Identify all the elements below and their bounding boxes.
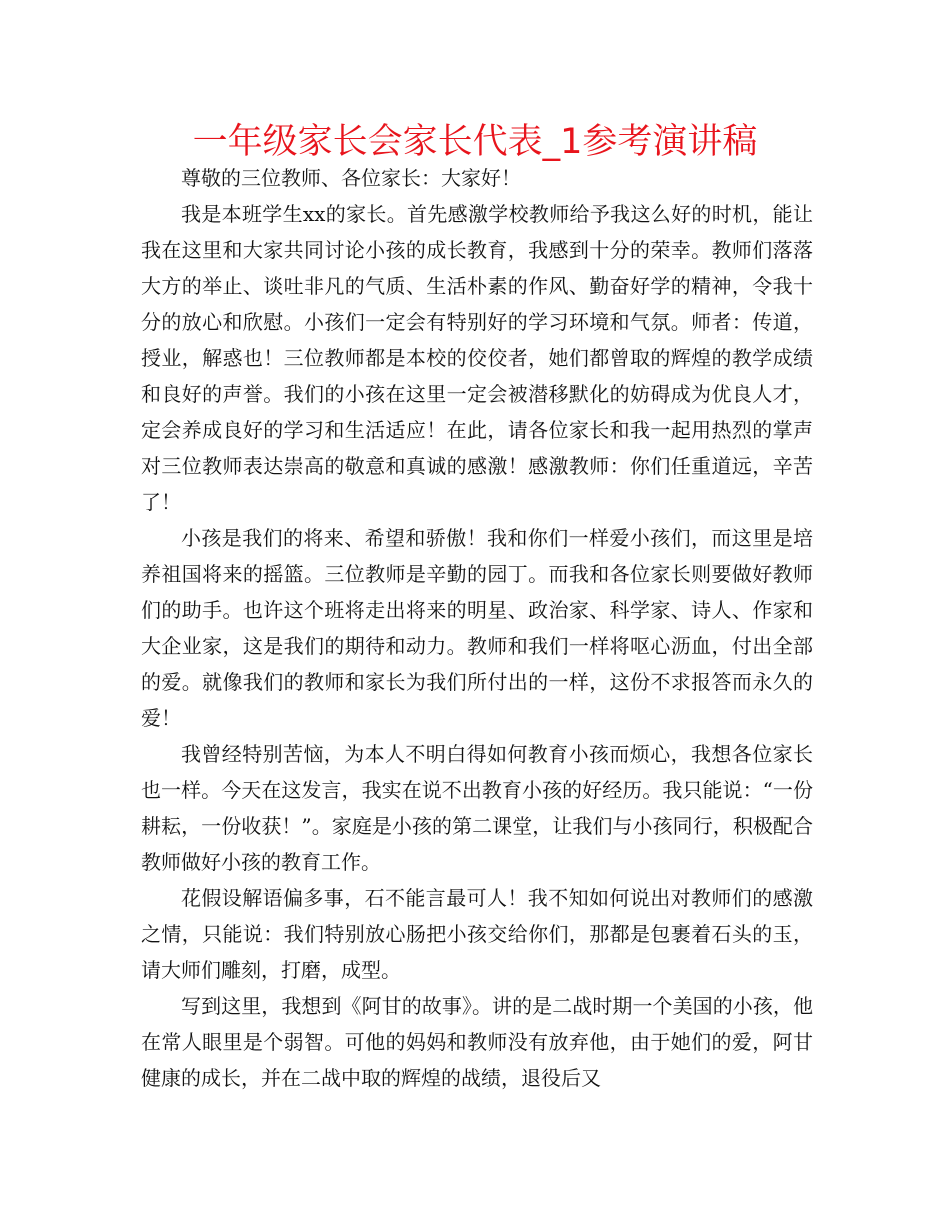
paragraph: 我曾经特别苦恼，为本人不明白得如何教育小孩而烦心，我想各位家长也一样。今天在这发言，我实在说不出教育小孩的好经历。我只能说：“一份耕耘，一份收获！”。家庭是小孩的第二课堂，让我们与小孩同行，积极配合教师做好小孩的教育工作。 bbox=[141, 742, 813, 874]
paragraph: 小孩是我们的将来、希望和骄傲！我和你们一样爱小孩们，而这里是培养祖国将来的摇篮。三位教师是辛勤的园丁。而我和各位家长则要做好教师们的助手。也许这个班将走出将来的明星、政治家、科学家、诗人、作家和大企业家，这是我们的期待和动力。教师和我们一样将呕心沥血，付出全部的爱。就像我们的教师和家长为我们所付出的一样，这份不求报答而永久的爱！ bbox=[141, 526, 813, 730]
paragraph: 我是本班学生xx的家长。首先感激学校教师给予我这么好的时机，能让我在这里和大家共同讨论小孩的成长教育，我感到十分的荣幸。教师们落落大方的举止、谈吐非凡的气质、生活朴素的作风、勤奋好学的精神，令我十分的放心和欣慰。小孩们一定会有特别好的学习环境和气氛。师者：传道，授业，解惑也！三位教师都是本校的佼佼者，她们都曾取的辉煌的教学成绩和良好的声誉。我们的小孩在这里一定会被潜移默化的妨碍成为优良人才，定会养成良好的学习和生活适应！在此，请各位家长和我一起用热烈的掌声对三位教师表达崇高的敬意和真诚的感激！感激教师：你们任重道远，辛苦了！ bbox=[141, 202, 813, 514]
paragraph: 写到这里，我想到《阿甘的故事》。讲的是二战时期一个美国的小孩，他在常人眼里是个弱智。可他的妈妈和教师没有放弃他，由于她们的爱，阿甘健康的成长，并在二战中取的辉煌的战绩，退役后又 bbox=[141, 994, 813, 1090]
paragraph-greeting: 尊敬的三位教师、各位家长：大家好！ bbox=[181, 166, 521, 190]
document-title: 一年级家长会家长代表_1参考演讲稿 bbox=[192, 122, 758, 162]
paragraph: 花假设解语偏多事，石不能言最可人！我不知如何说出对教师们的感激之情，只能说：我们特别放心肠把小孩交给你们，那都是包裹着石头的玉，请大师们雕刻，打磨，成型。 bbox=[141, 886, 813, 982]
document-body bbox=[141, 160, 813, 1096]
